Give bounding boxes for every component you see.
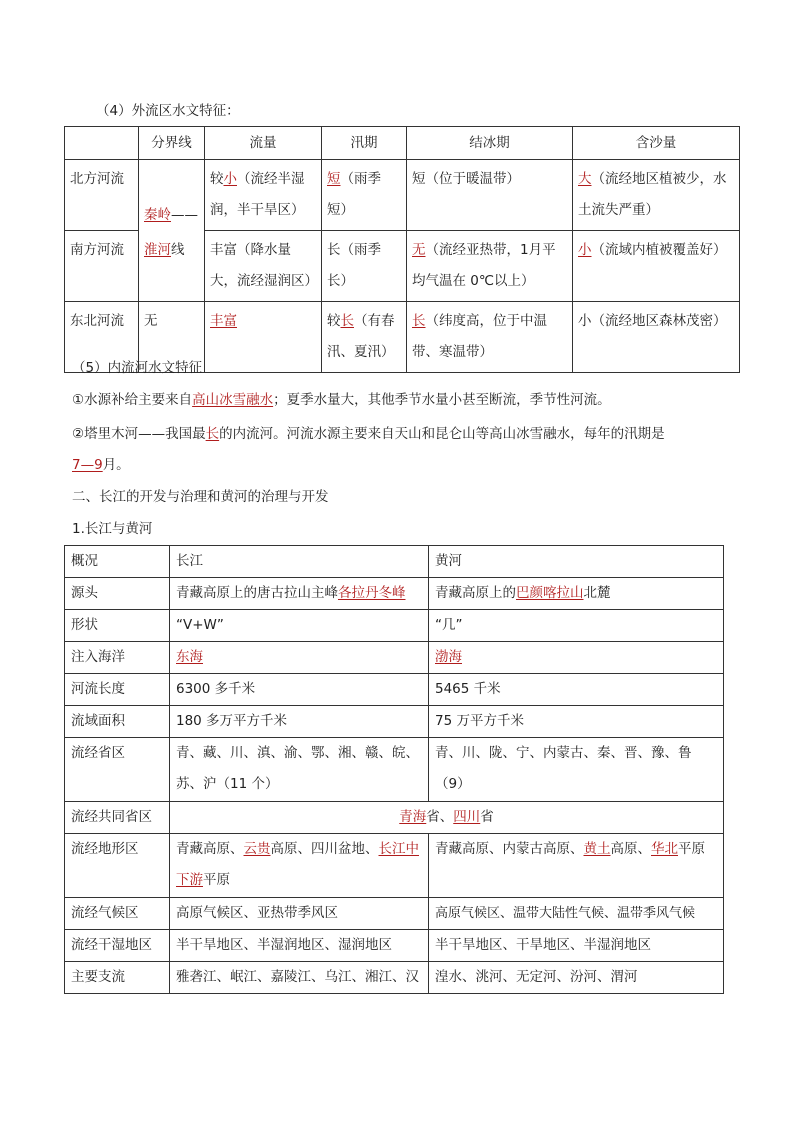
yellow-cell: 青藏高原上的巴颜喀拉山北麓 — [429, 578, 724, 610]
table-row — [65, 642, 724, 674]
table-row — [65, 578, 724, 610]
row-label: 南方河流 — [65, 231, 139, 302]
boundary-cell: 秦岭—— — [139, 160, 205, 231]
yangtze-cell: 高原气候区、亚热带季风区 — [170, 898, 429, 930]
boundary-cell: 淮河线 — [139, 231, 205, 302]
common-provinces-cell: 青海省、四川省 — [170, 802, 724, 834]
yangtze-cell: 雅砻江、岷江、嘉陵江、乌江、湘江、汉 — [170, 962, 429, 994]
flow-cell: 丰富 — [205, 302, 322, 373]
ice-cell: 无（流经亚热带，1月平均气温在 0℃以上） — [407, 231, 573, 302]
boundary-cell: 无 — [139, 302, 205, 373]
table-row — [65, 930, 724, 962]
yellow-cell: 5465 千米 — [429, 674, 724, 706]
yangtze-cell: 6300 多千米 — [170, 674, 429, 706]
row-label: 流域面积 — [65, 706, 170, 738]
yangtze-cell: 180 多万平方千米 — [170, 706, 429, 738]
sediment-cell: 小（流域内植被覆盖好） — [573, 231, 740, 302]
flood-cell: 较长（有春汛、夏汛） — [322, 302, 407, 373]
table-header-row — [65, 546, 724, 578]
row-label: 北方河流 — [65, 160, 139, 231]
yangtze-cell: “V+W” — [170, 610, 429, 642]
section-5-title: （5）内流河水文特征 — [72, 360, 203, 376]
ice-cell: 短（位于暖温带） — [407, 160, 573, 231]
yellow-cell: 渤海 — [429, 642, 724, 674]
table-row — [65, 962, 724, 994]
header-cell: 长江 — [170, 546, 429, 578]
yangtze-yellow-table — [64, 545, 724, 994]
yellow-cell: 半干旱地区、干旱地区、半湿润地区 — [429, 930, 724, 962]
row-label: 流经气候区 — [65, 898, 170, 930]
yangtze-cell: 青藏高原上的唐古拉山主峰各拉丹冬峰 — [170, 578, 429, 610]
yellow-cell: 高原气候区、温带大陆性气候、温带季风气候 — [429, 898, 724, 930]
row-label: 注入海洋 — [65, 642, 170, 674]
table-row — [65, 706, 724, 738]
table-row — [65, 674, 724, 706]
row-label: 形状 — [65, 610, 170, 642]
paragraph-2-cont: 7—9月。 — [72, 457, 130, 473]
outflow-hydrology-table — [64, 126, 740, 373]
table-header-row — [65, 127, 740, 160]
header-cell: 概况 — [65, 546, 170, 578]
table-row — [65, 834, 724, 898]
part-2-title: 二、长江的开发与治理和黄河的治理与开发 — [72, 489, 329, 505]
table-row — [65, 802, 724, 834]
yangtze-cell: 东海 — [170, 642, 429, 674]
header-cell: 含沙量 — [573, 127, 740, 160]
table-row — [65, 231, 740, 302]
yellow-cell: 75 万平方千米 — [429, 706, 724, 738]
table-row — [65, 738, 724, 802]
row-label: 流经省区 — [65, 738, 170, 802]
row-label: 流经共同省区 — [65, 802, 170, 834]
flow-cell: 丰富（降水量大，流经湿润区） — [205, 231, 322, 302]
yellow-cell: 青、川、陇、宁、内蒙古、秦、晋、豫、鲁（9） — [429, 738, 724, 802]
yangtze-cell: 青藏高原、云贵高原、四川盆地、长江中下游平原 — [170, 834, 429, 898]
row-label: 主要支流 — [65, 962, 170, 994]
yellow-cell: “几” — [429, 610, 724, 642]
sediment-cell: 小（流经地区森林茂密） — [573, 302, 740, 373]
subsection-1-title: 1.长江与黄河 — [72, 521, 153, 537]
header-cell: 流量 — [205, 127, 322, 160]
header-cell — [65, 127, 139, 160]
sediment-cell: 大（流经地区植被少，水土流失严重） — [573, 160, 740, 231]
paragraph-1: ①水源补给主要来自高山冰雪融水；夏季水量大，其他季节水量小甚至断流，季节性河流。 — [72, 392, 611, 408]
paragraph-2: ②塔里木河——我国最长的内流河。河流水源主要来自天山和昆仑山等高山冰雪融水，每年的汛期是 — [72, 426, 665, 442]
table-row — [65, 610, 724, 642]
table-row — [65, 160, 740, 231]
header-cell: 结冰期 — [407, 127, 573, 160]
row-label: 流经干湿地区 — [65, 930, 170, 962]
flood-cell: 长（雨季长） — [322, 231, 407, 302]
row-label: 流经地形区 — [65, 834, 170, 898]
yangtze-cell: 半干旱地区、半湿润地区、湿润地区 — [170, 930, 429, 962]
ice-cell: 长（纬度高，位于中温带、寒温带） — [407, 302, 573, 373]
yellow-cell: 湟水、洮河、无定河、汾河、渭河 — [429, 962, 724, 994]
yellow-cell: 青藏高原、内蒙古高原、黄土高原、华北平原 — [429, 834, 724, 898]
header-cell: 分界线 — [139, 127, 205, 160]
table-row — [65, 898, 724, 930]
header-cell: 汛期 — [322, 127, 407, 160]
flow-cell: 较小（流经半湿润，半干旱区） — [205, 160, 322, 231]
section-4-title: （4）外流区水文特征： — [96, 103, 240, 119]
row-label: 东北河流 — [65, 302, 139, 373]
header-cell: 黄河 — [429, 546, 724, 578]
row-label: 河流长度 — [65, 674, 170, 706]
flood-cell: 短（雨季短） — [322, 160, 407, 231]
row-label: 源头 — [65, 578, 170, 610]
yangtze-cell: 青、藏、川、滇、渝、鄂、湘、赣、皖、苏、沪（11 个） — [170, 738, 429, 802]
